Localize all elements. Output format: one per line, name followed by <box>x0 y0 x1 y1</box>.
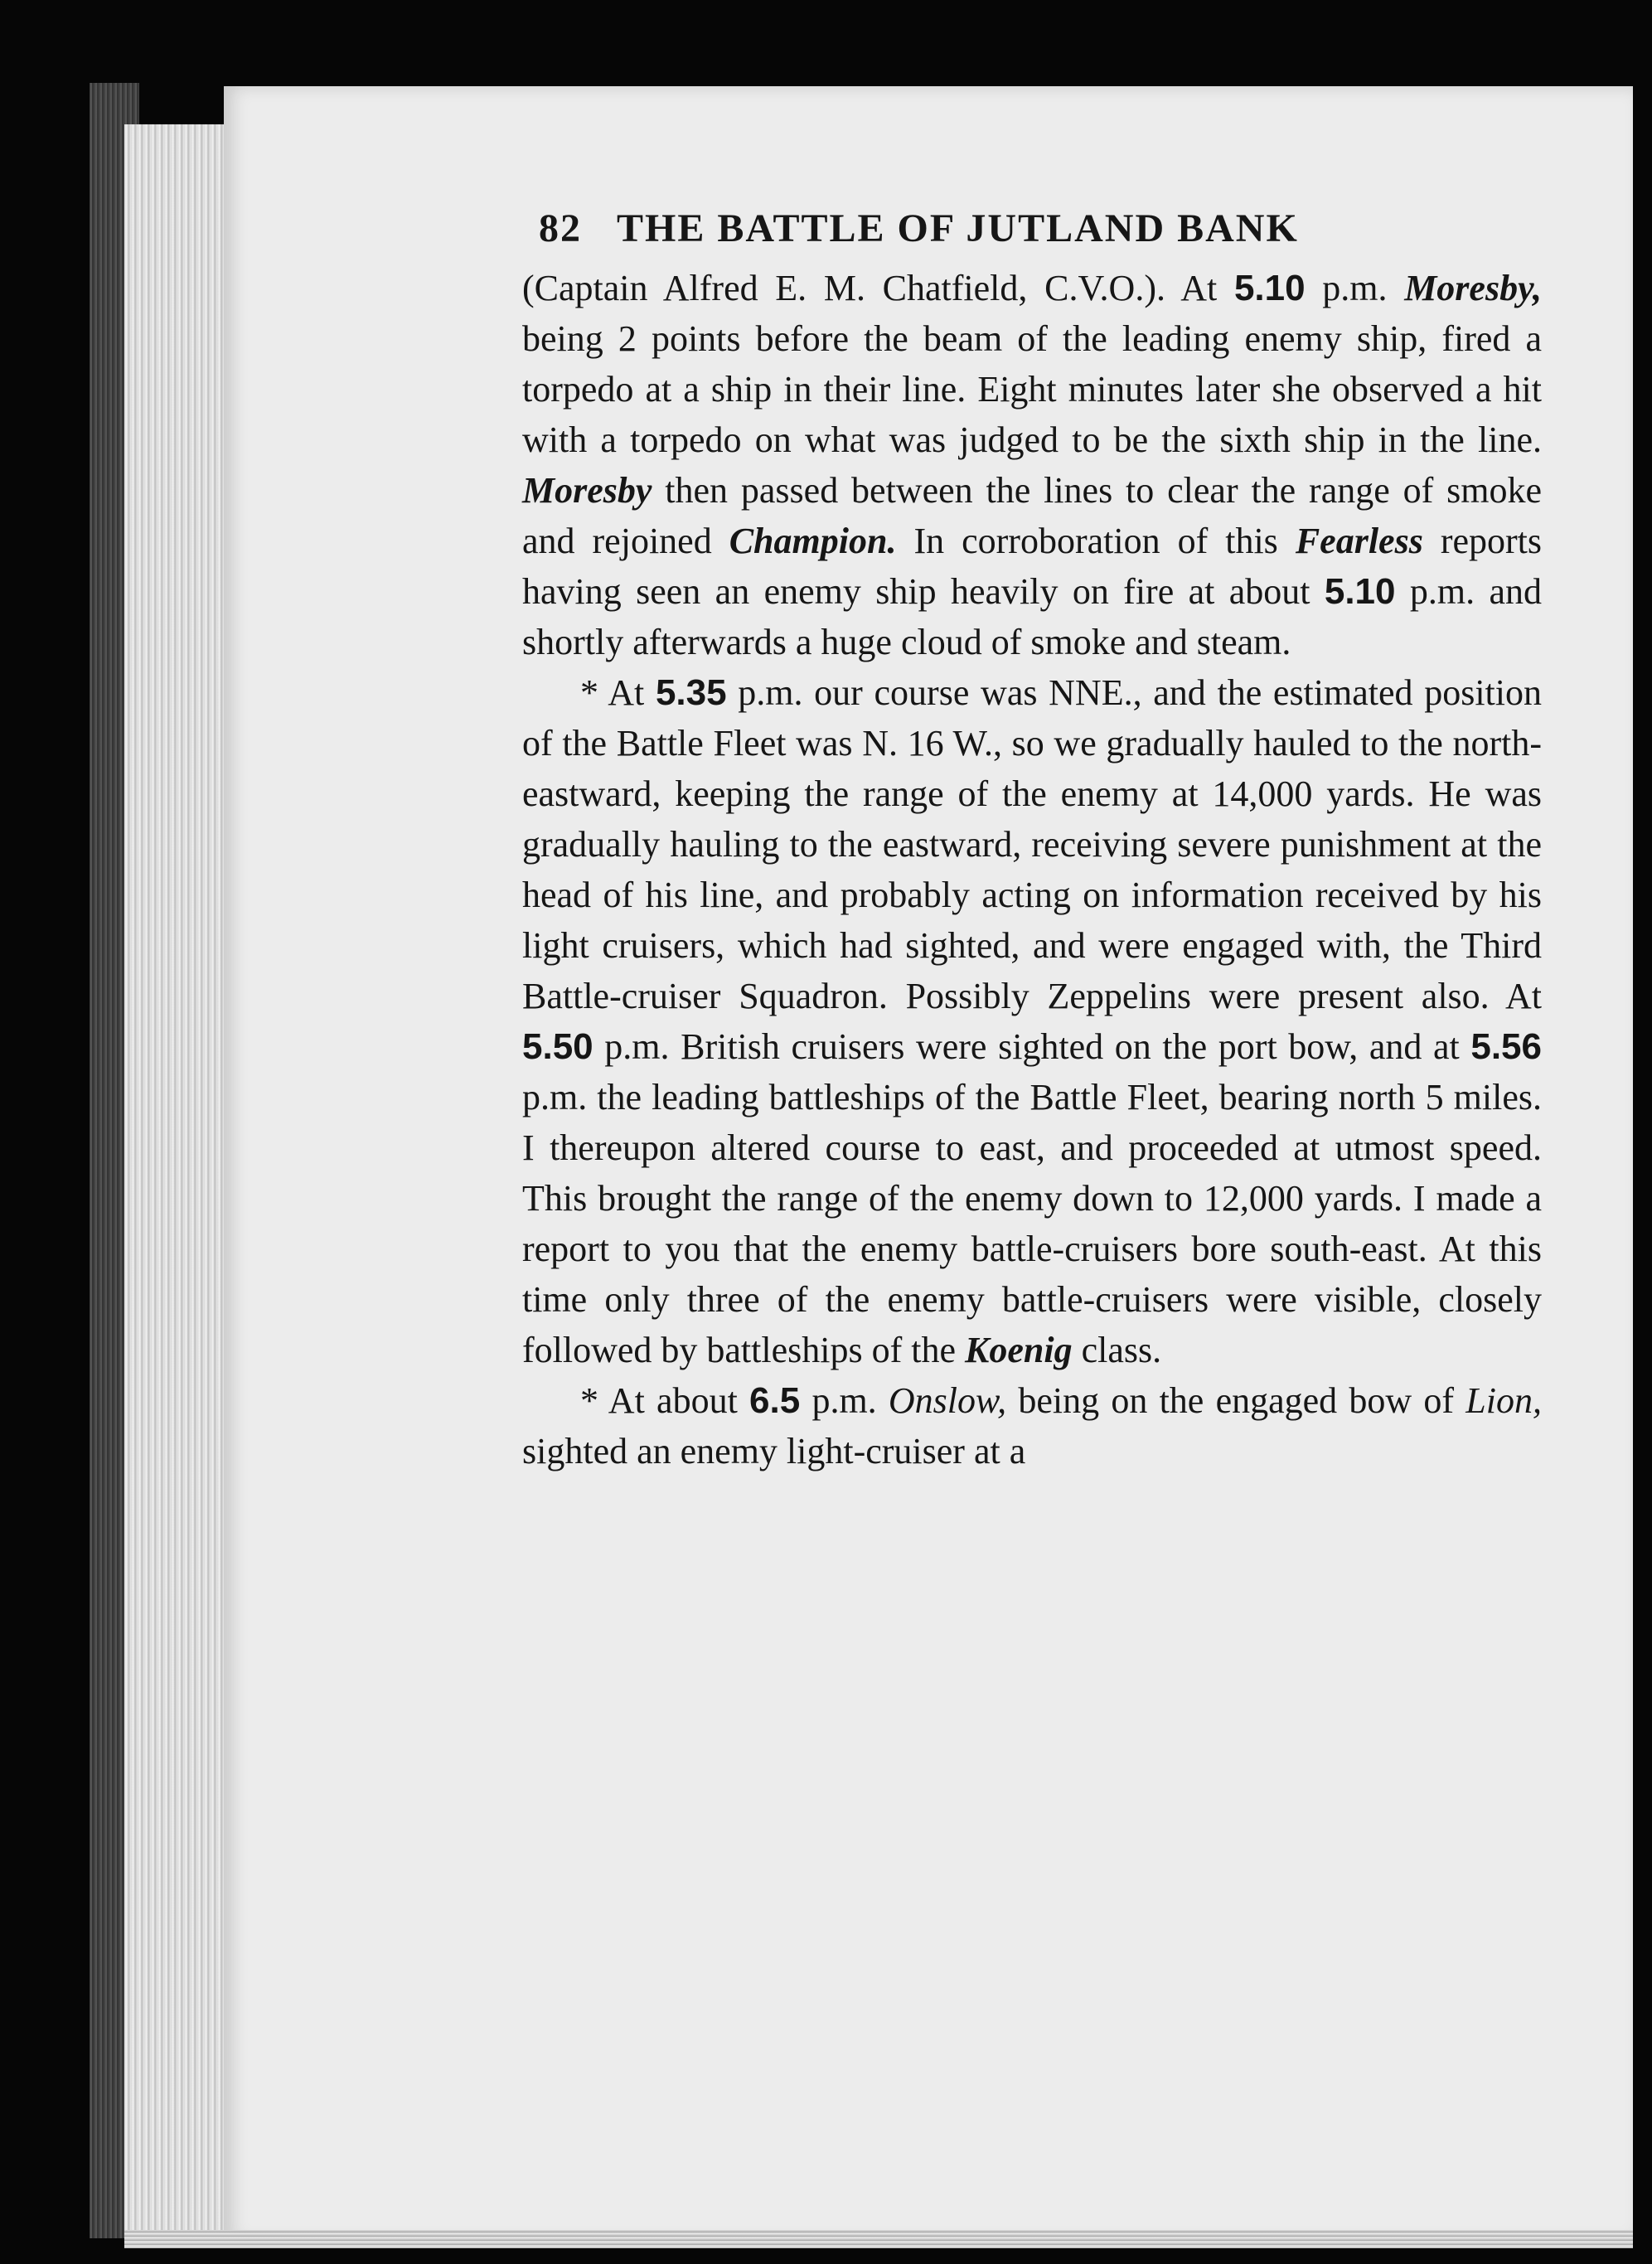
text-segment: (Captain Alfred E. M. Chatfield, C.V.O.). At <box>522 268 1234 308</box>
ship-name: Koenig <box>965 1330 1073 1370</box>
text-segment: reports having seen an enemy ship heavily on fire at about <box>522 521 1542 612</box>
text-segment: being 2 points before the beam of the leading enemy ship, fired a torpedo at a ship in their line. Eight minutes later she observed a hit with a torpedo on what was judged to be the sixth ship in the line. <box>522 318 1542 460</box>
text-segment: sighted an enemy light-cruiser at a <box>522 1431 1026 1471</box>
ship-name: Fearless <box>1295 521 1423 561</box>
page-edges <box>124 124 232 2230</box>
ship-name: Moresby <box>522 470 652 511</box>
running-head <box>522 206 1542 251</box>
time-value: 5.10 <box>1233 268 1306 308</box>
text-segment: being on the engaged bow of <box>1006 1380 1466 1421</box>
text-segment: In corroboration of this <box>896 521 1296 561</box>
paragraph-1 <box>522 263 1542 667</box>
paragraph-2 <box>522 667 1542 1375</box>
text-segment: p.m. <box>800 1380 889 1421</box>
time-value: 5.10 <box>1324 571 1396 612</box>
text-segment: * At about <box>580 1380 750 1421</box>
paragraph-3 <box>522 1375 1542 1476</box>
time-value: 5.50 <box>522 1026 593 1067</box>
text-segment: p.m. our course was NNE., and the estimated position of the Battle Fleet was N. 16 W., so we gradually hauled to the north-eastward, keeping the range of the enemy at 14,000 yards. He was gradually hauling to the eastward, receiving severe punishment at the head of his line, and probably acting on information received by his light cruisers, which had sighted, and were engaged with, the Third Battle-cruiser Squadron. Possibly Zeppelins were present also. At <box>522 672 1542 1016</box>
text-segment: * At <box>580 672 656 713</box>
text-segment: p.m. British cruisers were sighted on the port bow, and at <box>593 1026 1471 1067</box>
page-content <box>522 206 1542 1476</box>
time-value: 6.5 <box>749 1380 801 1421</box>
text-segment: then passed between the lines to clear the range of smoke and rejoined <box>522 470 1542 561</box>
ship-name: Lion, <box>1465 1380 1542 1421</box>
time-value: 5.56 <box>1470 1026 1542 1067</box>
time-value: 5.35 <box>655 672 727 713</box>
page-number: 82 <box>539 206 582 250</box>
ship-name: Champion. <box>729 521 897 561</box>
text-segment: p.m. <box>1305 268 1405 308</box>
text-segment: p.m. and shortly afterwards a huge cloud of smoke and steam. <box>522 571 1542 662</box>
page-bottom-edge <box>124 2230 1633 2248</box>
book-title: THE BATTLE OF JUTLAND BANK <box>617 206 1299 250</box>
ship-name: Moresby, <box>1404 268 1542 308</box>
text-segment: class. <box>1072 1330 1162 1370</box>
ship-name: Onslow, <box>888 1380 1007 1421</box>
text-segment: p.m. the leading battleships of the Battle Fleet, bearing north 5 miles. I thereupon altered course to east, and proceeded at utmost speed. This brought the range of the enemy down to 12,000 yards. I made a report to you that the enemy battle-cruisers bore south-east. At this time only three of the enemy battle-cruisers were visible, closely followed by battleships of the <box>522 1077 1542 1370</box>
